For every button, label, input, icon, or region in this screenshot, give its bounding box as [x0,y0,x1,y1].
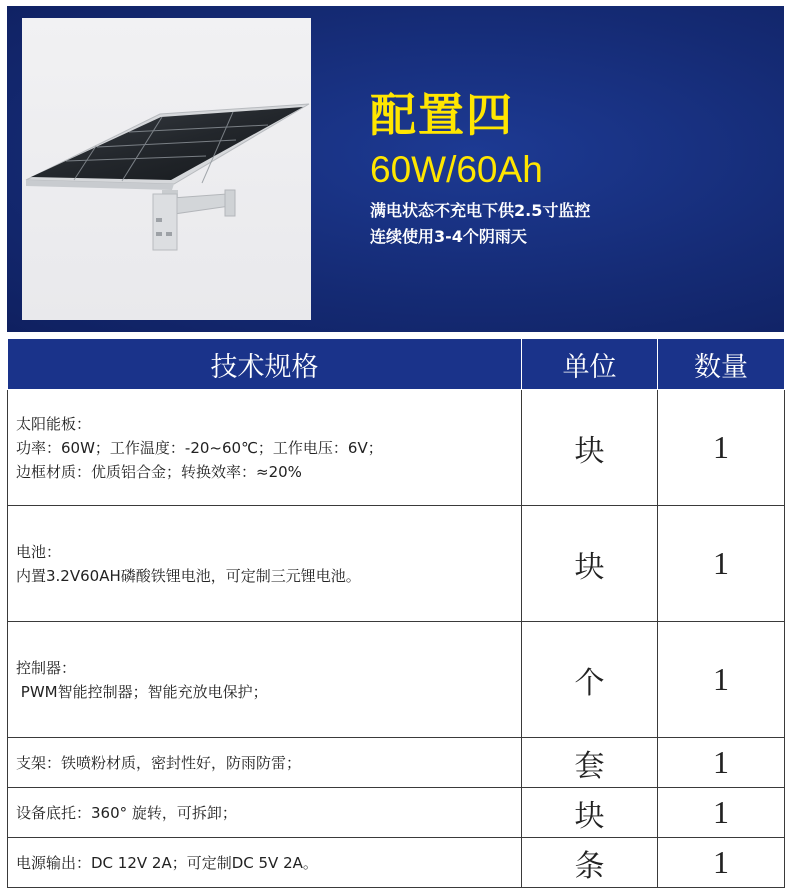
spec-line: 功率：60W；工作温度：-20~60℃；工作电压：6V； [16,438,383,457]
header-spec: 技术规格 [8,339,522,390]
qty-cell: 1 [658,738,785,788]
unit-cell: 块 [522,788,658,838]
spec-line: 控制器： [16,658,77,677]
header-unit: 单位 [522,339,658,390]
usage-description-line: 满电状态不充电下供2.5寸监控 [370,201,591,220]
solar-panel-icon [22,18,311,320]
table-row [8,838,785,888]
spec-table [7,338,785,888]
config-title: 配置四 [370,88,514,142]
spec-solar-panel [8,390,522,506]
qty-cell: 1 [658,506,785,622]
qty-cell: 1 [658,390,785,506]
spec-controller [8,622,522,738]
usage-description-line: 连续使用3-4个阴雨天 [370,227,527,246]
product-photo [22,18,311,320]
table-row [8,390,785,506]
spec-line: 边框材质：优质铝合金；转换效率：≈20% [16,462,302,481]
unit-cell: 个 [522,622,658,738]
spec-line: 电源输出：DC 12V 2A；可定制DC 5V 2A。 [16,853,318,872]
spec-line: PWM智能控制器；智能充放电保护； [16,682,268,701]
table-header-row [8,339,785,390]
unit-cell: 条 [522,838,658,888]
qty-cell: 1 [658,788,785,838]
unit-cell: 块 [522,506,658,622]
unit-cell: 套 [522,738,658,788]
spec-line: 太阳能板： [16,414,92,433]
power-capacity: 60W/60Ah [370,149,543,190]
spec-power-output [8,838,522,888]
table-row [8,738,785,788]
spec-line: 支架：铁喷粉材质，密封性好，防雨防雷； [16,753,302,772]
spec-line: 内置3.2V60AH磷酸铁锂电池，可定制三元锂电池。 [16,566,361,585]
table-row [8,622,785,738]
spec-base [8,788,522,838]
spec-line: 设备底托：360° 旋转，可拆卸； [16,803,237,822]
unit-cell: 块 [522,390,658,506]
header-qty: 数量 [658,339,785,390]
usage-description [370,198,590,250]
qty-cell: 1 [658,622,785,738]
table-row [8,506,785,622]
spec-bracket [8,738,522,788]
spec-line: 电池： [16,542,62,561]
spec-battery [8,506,522,622]
qty-cell: 1 [658,838,785,888]
table-row [8,788,785,838]
